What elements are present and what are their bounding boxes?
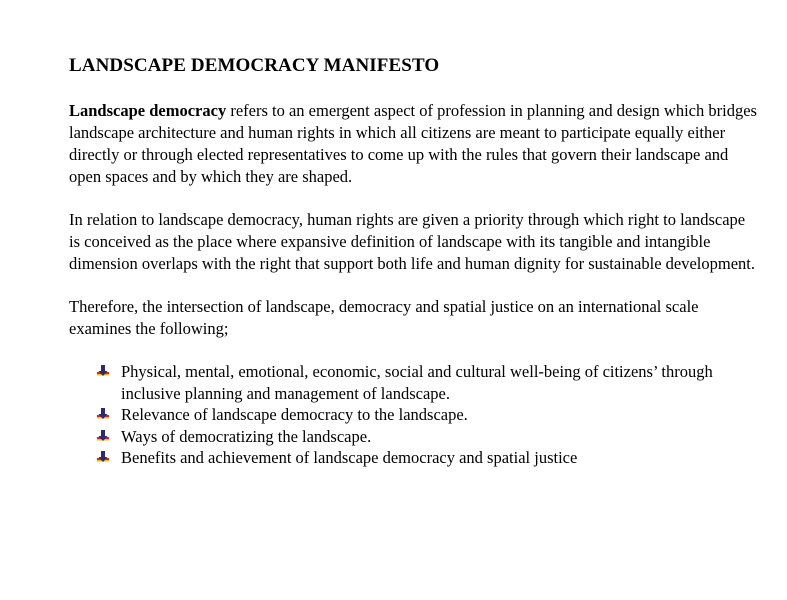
list-item xyxy=(96,426,759,448)
bullet-text: Benefits and achievement of landscape democracy and spatial justice xyxy=(121,448,578,467)
document-title: LANDSCAPE DEMOCRACY MANIFESTO xyxy=(69,55,440,76)
paragraph-definition xyxy=(69,100,759,188)
arrow-down-bullet-icon xyxy=(96,365,110,379)
arrow-down-bullet-icon xyxy=(96,451,110,465)
list-item xyxy=(96,404,759,426)
bullet-text: Physical, mental, emotional, economic, social and cultural well-being of citizens’ through inclusive planning and management of landscape. xyxy=(121,362,713,403)
paragraph-intersection: Therefore, the intersection of landscape, democracy and spatial justice on an international scale examines the following; xyxy=(69,297,699,338)
document-page xyxy=(69,54,759,469)
term-landscape-democracy: Landscape democracy xyxy=(69,101,227,120)
paragraph-human-rights: In relation to landscape democracy, human rights are given a priority through which right to landscape is conceived as the place where expansive definition of landscape with its tangible and intangible dimension overlaps with the right that support both life and human dignity for sustainable development. xyxy=(69,210,755,273)
arrow-down-bullet-icon xyxy=(96,408,110,422)
list-item xyxy=(96,361,759,404)
bullet-text: Relevance of landscape democracy to the landscape. xyxy=(121,405,468,424)
list-item xyxy=(96,447,759,469)
bullet-text: Ways of democratizing the landscape. xyxy=(121,426,372,446)
arrow-down-bullet-icon xyxy=(96,430,110,444)
definition-text: refers to an emergent aspect of profession in planning and design which bridges landscape architecture and human rights in which all citizens are meant to participate equally either directly or through elected representatives to come up with the rules that govern their landscape and open spaces and by which they are shaped. xyxy=(69,101,757,186)
bullet-list xyxy=(69,361,759,469)
